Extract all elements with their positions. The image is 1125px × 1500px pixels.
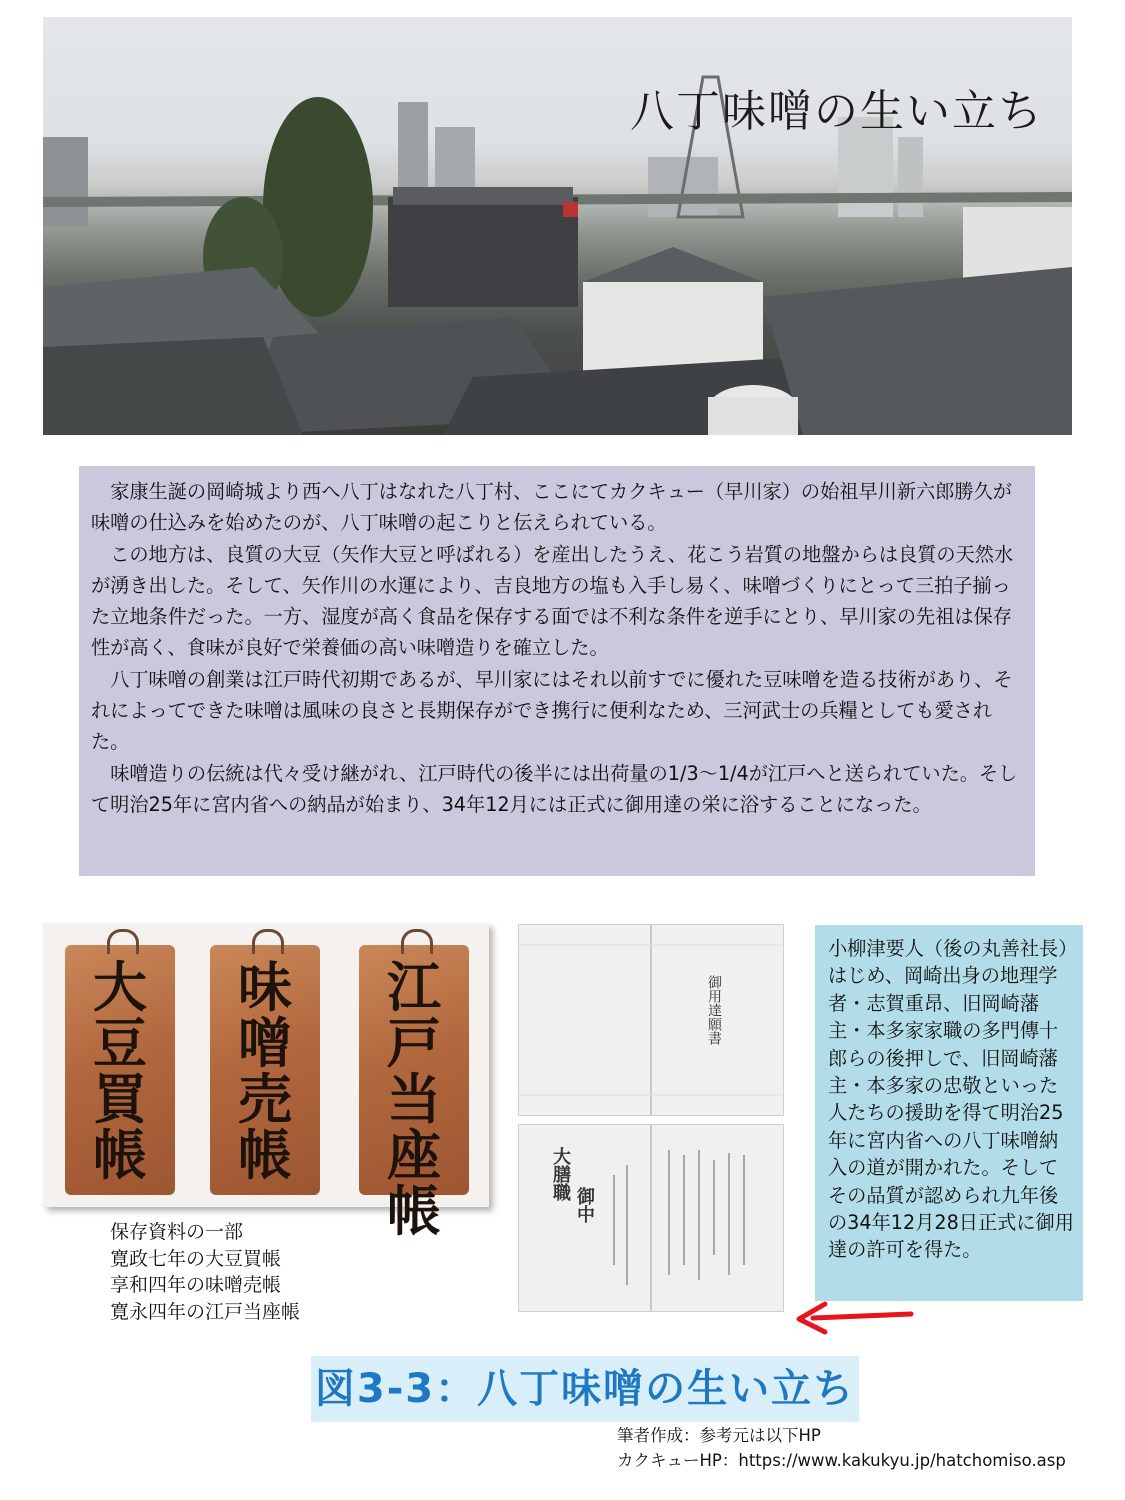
left-arrow-icon <box>795 1300 915 1336</box>
credits <box>617 1424 1066 1473</box>
note-box: 小柳津要人（後の丸善社長）はじめ、岡崎出身の地理学者・志賀重昂、旧岡崎藩主・本多家家職の多門傳十郎らの後押しで、旧岡崎藩主・本多家の忠敬といった人たちの援助を得て明治25年に宮内省への八丁味噌納入の道が開かれた。そしてその品質が認められ九年後の34年12月28日正式に御用達の許可を得た。 <box>815 925 1083 1301</box>
credits-source-url: カクキューHP：https://www.kakukyu.jp/hatchomiso.asp <box>617 1450 1066 1470</box>
caption-line: 寛政七年の大豆買帳 <box>110 1247 282 1270</box>
tablet-inscription: 味噌売帳 <box>238 955 292 1187</box>
figure-title: 図3-3：八丁味噌の生い立ち <box>311 1356 859 1422</box>
story-paragraph: 味噌造りの伝統は代々受け継がれ、江戸時代の後半には出荷量の1/3～1/4が江戸へと送られていた。そして明治25年に宮内省への納品が始まり、34年12月には正式に御用達の栄に浴することになった。 <box>91 761 1018 816</box>
tablet-cord <box>252 929 284 954</box>
caption-line: 享和四年の味噌売帳 <box>110 1274 282 1296</box>
tablet-cord <box>107 929 139 954</box>
document-lines <box>519 925 783 1115</box>
tablet-cord <box>401 929 433 954</box>
hero-title: 八丁味噌の生い立ち <box>630 86 1044 137</box>
caption-line: 保存資料の一部 <box>110 1221 244 1243</box>
story-paragraph: 八丁味噌の創業は江戸時代初期であるが、早川家にはそれ以前すでに優れた豆味噌を造る技術があり、それによってできた味噌は風味の良さと長期保存ができ携行に便利なため、三河武士の兵糧としても愛された。 <box>91 667 1013 754</box>
ledger-tablet <box>210 945 320 1195</box>
caption-line: 寛永四年の江戸当座帳 <box>110 1300 301 1323</box>
credits-author: 筆者作成：参考元は以下HP <box>617 1426 821 1445</box>
story-paragraph: 家康生誕の岡崎城より西へ八丁はなれた八丁村、ここにてカクキュー（早川家）の始祖早川新六郎勝久が味噌の仕込みを始めたのが、八丁味噌の起こりと伝えられている。 <box>91 480 1012 535</box>
ledger-tablet <box>359 945 469 1243</box>
ledger-tablet <box>65 945 175 1195</box>
document-page-top <box>518 924 784 1116</box>
document-ink-text: 御中 <box>574 1187 595 1223</box>
document-ink-text: 御用達願書 <box>706 975 722 1045</box>
story-paragraph: この地方は、良質の大豆（矢作大豆と呼ばれる）を産出したうえ、花こう岩質の地盤からは良質の天然水が湧き出した。そして、矢作川の水運により、吉良地方の塩も入手し易く、味噌づくりにとって三拍子揃った立地条件だった。一方、湿度が高く食品を保存する面では不利な条件を逆手にとり、早川家の先祖は保存性が高く、食味が良好で栄養価の高い味噌造りを確立した。 <box>91 542 1014 660</box>
historical-documents-photo <box>512 916 794 1314</box>
tablet-inscription: 大豆買帳 <box>93 955 147 1187</box>
document-page-bottom <box>518 1124 784 1312</box>
document-ink-text: 大膳職 <box>550 1147 571 1201</box>
hero-photo <box>43 17 1072 435</box>
history-text-box <box>79 466 1035 876</box>
tablets-caption <box>110 1219 300 1325</box>
tablet-inscription: 江戸当座帳 <box>387 955 441 1243</box>
